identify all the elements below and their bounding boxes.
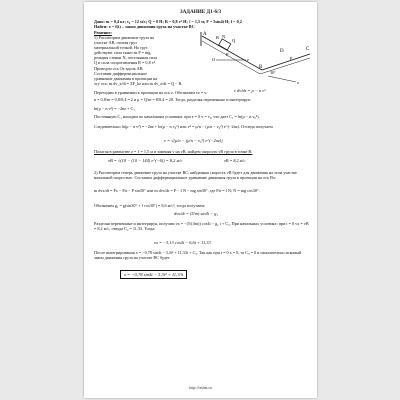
formula-diff: v dv/dz = μ − n v² xyxy=(234,88,266,93)
formula-velocity: v = √(μ/n − (μ/n − v₀²) e^(−2nz)) xyxy=(164,138,223,143)
footer-url[interactable]: http://reshat.ru xyxy=(189,386,212,390)
mechanics-figure xyxy=(196,30,314,88)
label-d: D xyxy=(280,49,284,54)
paragraph: Полагая в равенстве z = ℓ = 1,5 м и заменяя v на vB, найдем скорость vB груза в точке B: xyxy=(94,149,253,154)
formula-vx: vx = −3,13 cos4t − 6,6t + 11,33 xyxy=(154,240,211,245)
x-axis xyxy=(268,76,296,82)
incline-bc xyxy=(262,54,310,70)
paragraph: Разделяя переменные и интегрируя, получим vx = −(5/(4m)) cos4t − g₁ t + C₂. При начальных условиях: при t = 0 vx = vB = 8,2 м/с, откуда C₂ = 11,33. Тогда: xyxy=(94,221,309,232)
column-line: 1) Рассмотрим движение груза на xyxy=(94,35,154,40)
solution-text-11 xyxy=(94,250,310,260)
given-line: Дано: m = 0,4 кг; v₀ = 12 м/с; Q = 8 Н; R = 0,8 v² Н; ℓ = 1,5 м; F = 5sin4t Н; f = 0,2 xyxy=(94,19,242,24)
column-line: материальной точкой. На груз xyxy=(94,45,148,51)
solution-text-9 xyxy=(94,203,310,208)
solution-text-8 xyxy=(94,188,310,193)
label-p: P xyxy=(226,52,229,57)
paragraph: Следовательно ln(μ − n v²) = −2nz + ln(μ − n v₀²) или v² = μ/n − (μ/n − v₀²) e^(−2nz). Отсюда получаем xyxy=(94,124,273,129)
column-line: реакция стенки N, постоянная сила xyxy=(94,55,157,61)
load-block xyxy=(219,39,231,50)
label-c: C xyxy=(306,47,310,52)
paragraph: Переходим в уравнении к проекции на ось z. Обозначим vz = v: xyxy=(94,90,208,95)
column-line: Проведем ось Oz вдоль АВ. xyxy=(94,65,144,71)
solution-text-3 xyxy=(94,106,310,111)
label-z: z xyxy=(247,57,249,62)
find-line: Найти: x = f(t) – закон движения груза на участке ВС xyxy=(94,24,195,29)
label-a: A xyxy=(203,32,207,37)
intro-column xyxy=(94,35,198,86)
solution-text-4 xyxy=(94,114,310,119)
paragraph: m dvx/dt = Fx − Ftr − P sin30° или m dvx/dt = F − f N − mg sin30°, где Ftr = f N; N = mg cos30°. xyxy=(94,188,260,193)
label-o: O xyxy=(212,57,216,62)
label-n: N xyxy=(222,34,226,39)
document-page xyxy=(84,2,317,398)
column-line: Q и сила сопротивления R = 0,8 v². xyxy=(94,60,157,66)
paragraph: ln(μ − n v²) = −2nz + C₁ xyxy=(94,106,135,111)
final-answer-box: x = −0,78 sin4t − 3,3t² + 11,33t xyxy=(120,270,187,279)
solution-text-1 xyxy=(94,90,310,95)
column-line: действуют сила тяжести P = mg, xyxy=(94,50,152,56)
formula-vb: vB = √(10 − (10 − 144) e^(−6)) = 8,2 м/с xyxy=(108,158,183,163)
formula-ode: dvx/dt = (5/m) sin4t − g₁ xyxy=(174,211,218,216)
column-line: Составим дифференциальное xyxy=(94,70,147,76)
incline-under xyxy=(202,41,260,74)
label-x: x xyxy=(297,80,299,85)
vb-result: vB = 8,2 м/с xyxy=(224,158,246,163)
solution-text-6 xyxy=(94,149,310,154)
wall-hatch xyxy=(200,32,202,46)
paragraph: n = 0,8/m = 0,8/0,4 = 2 и μ = Q/m = 8/0,4 = 20. Тогда, разделяя переменные и интегрируя: xyxy=(94,97,251,102)
paragraph: Постоянную C₁ находим по начальным условиям: при z = 0 v = v₀, что дает C₁ = ln(μ − n v₀²). xyxy=(94,114,260,119)
label-b: B xyxy=(259,65,263,70)
solution-text-10 xyxy=(94,221,310,231)
column-line: участке АВ, считая груз xyxy=(94,40,137,46)
paragraph: Обозначим g₁ = g(sin30° + f cos30°) = 6,6 м/с², тогда получаем: xyxy=(94,203,206,208)
column-line: уравнение движения в проекции на xyxy=(94,75,158,81)
label-f: F xyxy=(290,56,293,61)
paragraph: После интегрирования x = −0,78 sin4t − 3,3t² + 11,33t + C₃. Так как при t = 0 x = 0, то C₃ = 0 и окончательно искомый закон движения груза на участке ВС будет xyxy=(94,250,302,261)
solution-heading: Решение: xyxy=(94,30,112,35)
incline-bc-under xyxy=(260,58,310,74)
label-angle: 30° xyxy=(270,70,276,75)
label-q: Q xyxy=(232,38,236,43)
solution-text-2 xyxy=(94,97,310,102)
column-line: эту ось: m dv_z/dt = ΣF_kz или m dv_z/dt = Q − R. xyxy=(94,80,183,86)
solution-text-7 xyxy=(94,170,310,180)
label-r: R xyxy=(216,35,220,40)
paragraph: 2) Рассмотрим теперь движение груза на участке ВС; найденная скорость vB будет для движения на этом участке начальной скоростью. Составим дифференциальное уравнение движения груза в проекции на ось Bx: xyxy=(94,170,297,181)
document-title: ЗАДАНИЕ Д1-6/3 xyxy=(179,9,222,15)
solution-text-5 xyxy=(94,124,310,129)
